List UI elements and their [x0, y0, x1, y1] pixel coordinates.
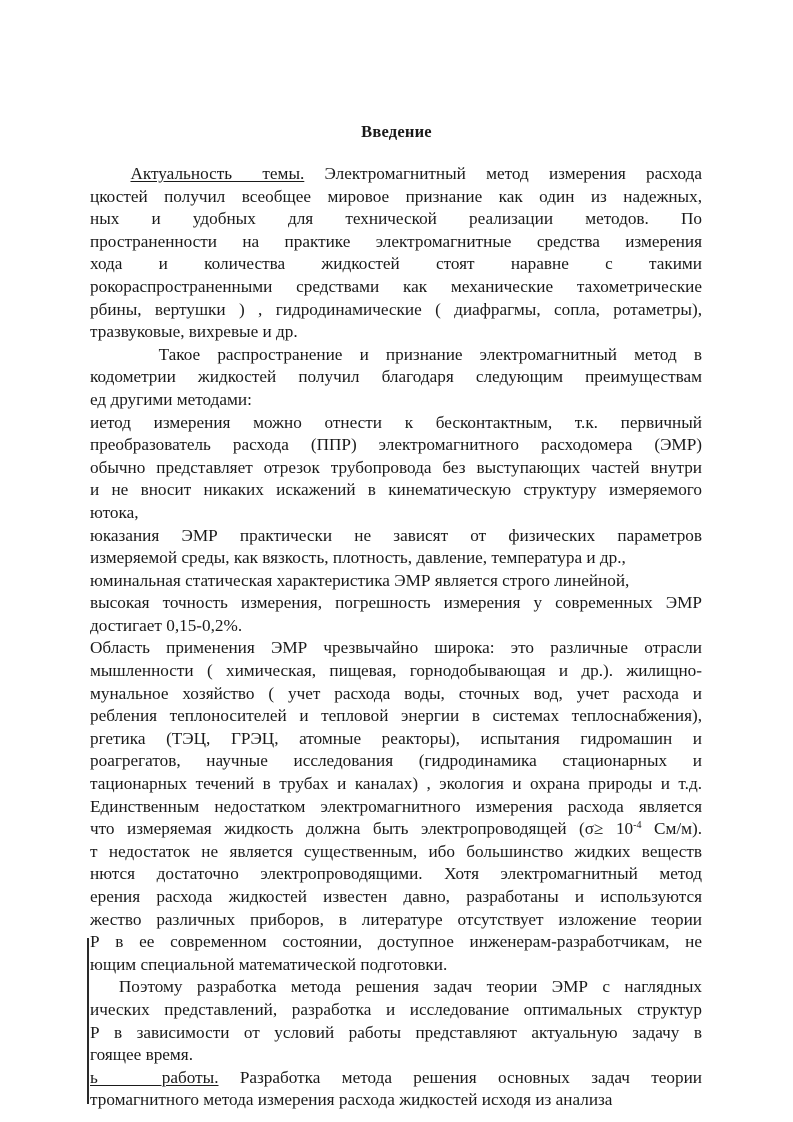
text-line: пространенности на практике электромагнитные средства измерения [90, 231, 702, 251]
text-line: ребления теплоносителей и тепловой энергии в системах теплоснабжения), [90, 706, 702, 726]
text-line: Р в зависимости от условий работы представляют актуальную задачу в [90, 1022, 702, 1042]
list-item-line: юминальная статическая характеристика ЭМР является строго линейной, [90, 570, 630, 590]
text-line: кодометрии жидкостей получил благодаря следующим преимуществам [90, 367, 702, 387]
text-line: Поэтому разработка метода решения задач теории ЭМР с наглядных [90, 977, 702, 997]
text-line: ических представлений, разработка и исследование оптимальных структур [90, 999, 702, 1019]
text-line: рбины, вертушки ) , гидродинамические ( диафрагмы, сопла, ротаметры), [90, 299, 702, 319]
text-line: Р в ее современном состоянии, доступное инженерам-разработчикам, не [90, 932, 702, 952]
text-line: Такое распространение и признание электромагнитный метод в [90, 344, 702, 364]
exponent: -4 [633, 820, 642, 832]
text-line: тромагнитного метода измерения расхода жидкостей исходя из анализа [90, 1090, 613, 1110]
text-line: ргетика (ТЭЦ, ГРЭЦ, атомные реакторы), испытания гидромашин и [90, 728, 702, 748]
text-line: роагрегатов, научные исследования (гидродинамика стационарных и [90, 751, 702, 771]
text-line: что измеряемая жидкость должна быть электропроводящей ($\sigma\ge 10^{-4}$ См/м). [90, 819, 702, 839]
text-line: мунальное хозяйство ( учет расхода воды, сточных вод, учет расхода и [90, 683, 702, 703]
list-item-line: измеряемой среды, как вязкость, плотность, давление, температура и др., [90, 548, 626, 568]
text-line: Область применения ЭМР чрезвычайно широка: это различные отрасли [90, 638, 702, 658]
text-line: рокораспространенными средствами как механические тахометрические [90, 276, 702, 296]
text-line: хода и количества жидкостей стоят наравне с такими [90, 254, 702, 274]
list-item-line: юказания ЭМР практически не зависят от физических параметров [90, 525, 702, 545]
text-line: нются достаточно электропроводящими. Хотя электромагнитный метод [90, 864, 702, 884]
text-line: Единственным недостатком электромагнитного измерения расхода является [90, 796, 702, 816]
text-line: ь работы. Разработка метода решения основных задач теории [90, 1067, 702, 1087]
text-line: жество различных приборов, в литературе отсутствует изложение теории [90, 909, 702, 929]
text-line: тразвуковые, вихревые и др. [90, 322, 298, 342]
body-text [90, 163, 702, 1112]
text-line: тационарных течений в трубах и каналах) , экология и охрана природы и т.д. [90, 774, 702, 794]
scan-edge-mark [87, 938, 89, 1104]
text-line: ед другими методами: [90, 389, 252, 409]
text-line: мышленности ( химическая, пищевая, горнодобывающая и др.). жилищно- [90, 661, 702, 681]
section-label-goal: ь работы. [90, 1067, 219, 1087]
page-title: Введение [361, 122, 432, 141]
list-item-line: иетод измерения можно отнести к бесконтактным, т.к. первичный [90, 412, 702, 432]
list-item-line: преобразователь расхода (ППР) электромагнитного расходомера (ЭМР) [90, 435, 702, 455]
text-line: ных и удобных для технической реализации методов. По [90, 209, 702, 229]
text-line: ющим специальной математической подготовки. [90, 954, 448, 974]
section-label-relevance: Актуальность темы. [130, 164, 305, 183]
text-line: цкостей получил всеобщее мировое признание как один из надежных, [90, 186, 702, 206]
list-item-line: ютока, [90, 502, 139, 522]
list-item-line: обычно представляет отрезок трубопровода без выступающих частей внутри [90, 457, 702, 477]
list-item-line: и не вносит никаких искажений в кинематическую структуру измеряемого [90, 480, 702, 500]
list-item-line: высокая точность измерения, погрешность измерения у современных ЭМР [90, 593, 702, 613]
text-line: т недостаток не является существенным, ибо большинство жидких веществ [90, 841, 702, 861]
text-line: Актуальность темы. Электромагнитный метод измерения расхода [130, 164, 702, 183]
list-item-line: достигает 0,15-0,2%. [90, 615, 243, 635]
text-line: ерения расхода жидкостей известен давно, разработаны и используются [90, 887, 702, 906]
text-line: гоящее время. [90, 1045, 193, 1065]
